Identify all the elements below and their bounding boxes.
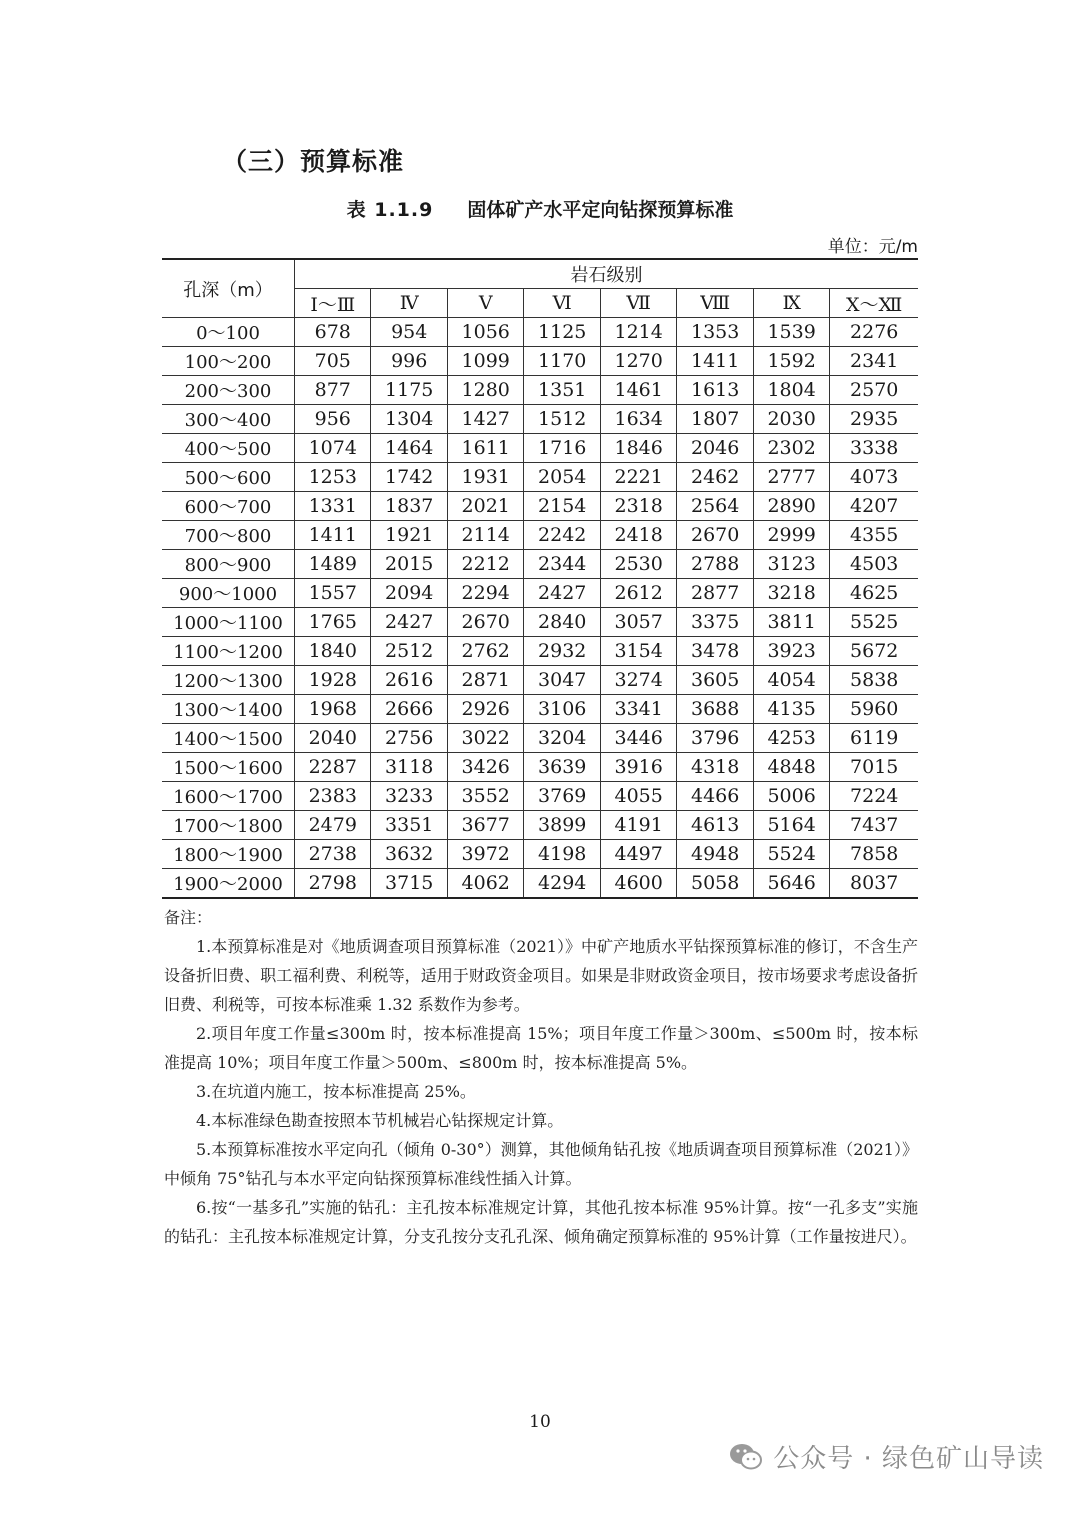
price-cell: 2890 <box>753 492 829 521</box>
table-row <box>162 550 918 579</box>
price-cell: 3677 <box>447 811 523 840</box>
depth-cell: 1000～1100 <box>162 608 295 637</box>
price-cell: 1074 <box>295 434 371 463</box>
table-row <box>162 521 918 550</box>
price-cell: 2418 <box>600 521 676 550</box>
price-cell: 2294 <box>447 579 523 608</box>
price-cell: 1539 <box>753 318 829 347</box>
price-cell: 1214 <box>600 318 676 347</box>
price-cell: 1807 <box>677 405 753 434</box>
price-cell: 1056 <box>447 318 523 347</box>
price-cell: 2030 <box>753 405 829 434</box>
depth-cell: 1200～1300 <box>162 666 295 695</box>
price-cell: 3426 <box>447 753 523 782</box>
price-cell: 2999 <box>753 521 829 550</box>
price-cell: 7437 <box>830 811 918 840</box>
price-cell: 2570 <box>830 376 918 405</box>
price-cell: 1125 <box>524 318 600 347</box>
price-cell: 5058 <box>677 869 753 899</box>
price-cell: 3375 <box>677 608 753 637</box>
price-cell: 1270 <box>600 347 676 376</box>
price-cell: 2154 <box>524 492 600 521</box>
price-cell: 705 <box>295 347 371 376</box>
price-cell: 4294 <box>524 869 600 899</box>
price-cell: 1634 <box>600 405 676 434</box>
price-cell: 2935 <box>830 405 918 434</box>
price-cell: 2512 <box>371 637 447 666</box>
note-item: 1.本预算标准是对《地质调查项目预算标准（2021）》中矿产地质水平钻探预算标准的修订，不含生产设备折旧费、职工福利费、利税等，适用于财政资金项目。如果是非财政资金项目，按市场要求考虑设备折旧费、利税等，可按本标准乘 1.32 系数作为参考。 <box>164 937 918 1014</box>
price-cell: 1461 <box>600 376 676 405</box>
rock-grade-header: Ⅴ <box>447 289 523 318</box>
price-cell: 2670 <box>447 608 523 637</box>
price-cell: 1765 <box>295 608 371 637</box>
price-cell: 1837 <box>371 492 447 521</box>
depth-cell: 200～300 <box>162 376 295 405</box>
price-cell: 7858 <box>830 840 918 869</box>
price-cell: 4073 <box>830 463 918 492</box>
price-cell: 2738 <box>295 840 371 869</box>
price-cell: 6119 <box>830 724 918 753</box>
price-cell: 4318 <box>677 753 753 782</box>
price-cell: 3446 <box>600 724 676 753</box>
price-cell: 5524 <box>753 840 829 869</box>
depth-cell: 0～100 <box>162 318 295 347</box>
price-cell: 1353 <box>677 318 753 347</box>
price-cell: 1592 <box>753 347 829 376</box>
price-cell: 2926 <box>447 695 523 724</box>
price-cell: 1175 <box>371 376 447 405</box>
price-cell: 1411 <box>677 347 753 376</box>
table-row <box>162 637 918 666</box>
price-cell: 1928 <box>295 666 371 695</box>
price-cell: 5960 <box>830 695 918 724</box>
price-cell: 2932 <box>524 637 600 666</box>
price-cell: 1742 <box>371 463 447 492</box>
note-item: 3.在坑道内施工，按本标准提高 25%。 <box>196 1082 476 1101</box>
price-cell: 3552 <box>447 782 523 811</box>
price-cell: 2840 <box>524 608 600 637</box>
note-item: 2.项目年度工作量≤300m 时，按本标准提高 15%；项目年度工作量＞300m、≤500m 时，按本标准提高 10%；项目年度工作量＞500m、≤800m 时，按本标准提高 5%。 <box>164 1024 918 1072</box>
depth-cell: 1500～1600 <box>162 753 295 782</box>
price-cell: 8037 <box>830 869 918 899</box>
rock-grade-header: Ⅹ～Ⅻ <box>830 289 918 318</box>
price-cell: 2612 <box>600 579 676 608</box>
price-cell: 1331 <box>295 492 371 521</box>
rock-grade-header: Ⅷ <box>677 289 753 318</box>
price-cell: 3632 <box>371 840 447 869</box>
price-cell: 3106 <box>524 695 600 724</box>
depth-cell: 1100～1200 <box>162 637 295 666</box>
table-row <box>162 376 918 405</box>
price-cell: 678 <box>295 318 371 347</box>
price-cell: 1512 <box>524 405 600 434</box>
price-cell: 1611 <box>447 434 523 463</box>
price-cell: 3605 <box>677 666 753 695</box>
rock-grade-group-header: 岩石级别 <box>295 259 919 289</box>
price-cell: 1411 <box>295 521 371 550</box>
price-cell: 2094 <box>371 579 447 608</box>
price-cell: 1716 <box>524 434 600 463</box>
depth-cell: 500～600 <box>162 463 295 492</box>
depth-cell: 1700～1800 <box>162 811 295 840</box>
table-row <box>162 724 918 753</box>
table-row <box>162 666 918 695</box>
price-cell: 3972 <box>447 840 523 869</box>
table-row <box>162 405 918 434</box>
notes <box>164 903 918 1251</box>
depth-cell: 400～500 <box>162 434 295 463</box>
price-cell: 4198 <box>524 840 600 869</box>
table-header-row <box>162 259 918 289</box>
price-cell: 4497 <box>600 840 676 869</box>
price-cell: 3338 <box>830 434 918 463</box>
price-cell: 4054 <box>753 666 829 695</box>
note-item: 6.按“一基多孔”实施的钻孔：主孔按本标准规定计算，其他孔按本标准 95%计算。按“一孔多支”实施的钻孔：主孔按本标准规定计算，分支孔按分支孔孔深、倾角确定预算标准的 95%计算（工作量按进尺）。 <box>164 1198 918 1246</box>
price-cell: 1464 <box>371 434 447 463</box>
price-cell: 2871 <box>447 666 523 695</box>
price-cell: 2287 <box>295 753 371 782</box>
price-cell: 4848 <box>753 753 829 782</box>
price-cell: 1351 <box>524 376 600 405</box>
price-cell: 3899 <box>524 811 600 840</box>
price-cell: 2242 <box>524 521 600 550</box>
price-cell: 5838 <box>830 666 918 695</box>
price-cell: 4207 <box>830 492 918 521</box>
price-cell: 4062 <box>447 869 523 899</box>
price-cell: 3923 <box>753 637 829 666</box>
price-cell: 3769 <box>524 782 600 811</box>
price-cell: 2427 <box>371 608 447 637</box>
price-cell: 5646 <box>753 869 829 899</box>
price-cell: 1170 <box>524 347 600 376</box>
table-row <box>162 811 918 840</box>
depth-cell: 800～900 <box>162 550 295 579</box>
table-row <box>162 579 918 608</box>
price-cell: 956 <box>295 405 371 434</box>
price-cell: 4253 <box>753 724 829 753</box>
table-row <box>162 608 918 637</box>
rock-grade-header: Ⅵ <box>524 289 600 318</box>
price-cell: 2341 <box>830 347 918 376</box>
depth-cell: 600～700 <box>162 492 295 521</box>
price-cell: 1304 <box>371 405 447 434</box>
price-cell: 2777 <box>753 463 829 492</box>
rock-grade-header: Ⅳ <box>371 289 447 318</box>
watermark <box>729 1438 1044 1475</box>
table-row <box>162 492 918 521</box>
price-cell: 2564 <box>677 492 753 521</box>
unit-label: 单位：元/m <box>827 237 918 257</box>
price-cell: 2046 <box>677 434 753 463</box>
price-cell: 4191 <box>600 811 676 840</box>
table-row <box>162 347 918 376</box>
price-cell: 2015 <box>371 550 447 579</box>
table-row <box>162 695 918 724</box>
depth-cell: 1600～1700 <box>162 782 295 811</box>
table-body <box>162 318 918 899</box>
price-cell: 4625 <box>830 579 918 608</box>
depth-cell: 1300～1400 <box>162 695 295 724</box>
price-cell: 2427 <box>524 579 600 608</box>
price-cell: 3796 <box>677 724 753 753</box>
price-cell: 4613 <box>677 811 753 840</box>
rock-grade-header: Ⅰ～Ⅲ <box>295 289 371 318</box>
price-cell: 2276 <box>830 318 918 347</box>
price-cell: 3639 <box>524 753 600 782</box>
table-row <box>162 753 918 782</box>
price-cell: 2756 <box>371 724 447 753</box>
price-cell: 2040 <box>295 724 371 753</box>
price-cell: 1253 <box>295 463 371 492</box>
price-cell: 1931 <box>447 463 523 492</box>
price-cell: 2302 <box>753 434 829 463</box>
table-number: 表 1.1.9 <box>346 199 434 221</box>
table-row <box>162 840 918 869</box>
price-cell: 2670 <box>677 521 753 550</box>
price-cell: 1840 <box>295 637 371 666</box>
price-cell: 1557 <box>295 579 371 608</box>
depth-cell: 700～800 <box>162 521 295 550</box>
price-cell: 2479 <box>295 811 371 840</box>
price-cell: 4948 <box>677 840 753 869</box>
notes-list <box>164 932 918 1251</box>
price-cell: 3916 <box>600 753 676 782</box>
price-cell: 4466 <box>677 782 753 811</box>
price-cell: 2221 <box>600 463 676 492</box>
budget-table <box>162 258 918 899</box>
price-cell: 3118 <box>371 753 447 782</box>
price-cell: 1968 <box>295 695 371 724</box>
price-cell: 3047 <box>524 666 600 695</box>
price-cell: 3811 <box>753 608 829 637</box>
price-cell: 2054 <box>524 463 600 492</box>
price-cell: 1489 <box>295 550 371 579</box>
price-cell: 7015 <box>830 753 918 782</box>
price-cell: 5006 <box>753 782 829 811</box>
price-cell: 4055 <box>600 782 676 811</box>
note-item: 5.本预算标准按水平定向孔（倾角 0-30°）测算，其他倾角钻孔按《地质调查项目预算标准（2021）》中倾角 75°钻孔与本水平定向钻探预算标准线性插入计算。 <box>164 1140 918 1188</box>
price-cell: 1804 <box>753 376 829 405</box>
table-title: 固体矿产水平定向钻探预算标准 <box>467 199 734 221</box>
price-cell: 2666 <box>371 695 447 724</box>
price-cell: 2318 <box>600 492 676 521</box>
depth-cell: 1800～1900 <box>162 840 295 869</box>
price-cell: 3688 <box>677 695 753 724</box>
depth-column-header: 孔深（m） <box>162 259 295 318</box>
depth-cell: 100～200 <box>162 347 295 376</box>
price-cell: 3351 <box>371 811 447 840</box>
notes-label: 备注： <box>164 908 213 927</box>
price-cell: 2021 <box>447 492 523 521</box>
price-cell: 2212 <box>447 550 523 579</box>
price-cell: 877 <box>295 376 371 405</box>
price-cell: 996 <box>371 347 447 376</box>
price-cell: 2114 <box>447 521 523 550</box>
price-cell: 2616 <box>371 666 447 695</box>
price-cell: 4355 <box>830 521 918 550</box>
price-cell: 4503 <box>830 550 918 579</box>
depth-cell: 1400～1500 <box>162 724 295 753</box>
price-cell: 3341 <box>600 695 676 724</box>
price-cell: 4135 <box>753 695 829 724</box>
price-cell: 5164 <box>753 811 829 840</box>
price-cell: 2798 <box>295 869 371 899</box>
depth-cell: 900～1000 <box>162 579 295 608</box>
price-cell: 2788 <box>677 550 753 579</box>
price-cell: 2877 <box>677 579 753 608</box>
table-row <box>162 434 918 463</box>
price-cell: 3274 <box>600 666 676 695</box>
page-number: 10 <box>529 1412 551 1432</box>
price-cell: 1613 <box>677 376 753 405</box>
price-cell: 2344 <box>524 550 600 579</box>
wechat-icon <box>729 1442 763 1472</box>
watermark-text: 公众号 · 绿色矿山导读 <box>773 1444 1044 1474</box>
price-cell: 1846 <box>600 434 676 463</box>
table-row <box>162 782 918 811</box>
price-cell: 1099 <box>447 347 523 376</box>
price-cell: 3478 <box>677 637 753 666</box>
price-cell: 2383 <box>295 782 371 811</box>
price-cell: 1921 <box>371 521 447 550</box>
note-item: 4.本标准绿色勘查按照本节机械岩心钻探规定计算。 <box>196 1111 564 1130</box>
price-cell: 2530 <box>600 550 676 579</box>
price-cell: 3715 <box>371 869 447 899</box>
price-cell: 3123 <box>753 550 829 579</box>
rock-grade-header: Ⅶ <box>600 289 676 318</box>
price-cell: 2762 <box>447 637 523 666</box>
section-title: （三）预算标准 <box>222 147 405 176</box>
price-cell: 1427 <box>447 405 523 434</box>
price-cell: 5525 <box>830 608 918 637</box>
depth-cell: 1900～2000 <box>162 869 295 899</box>
price-cell: 3204 <box>524 724 600 753</box>
price-cell: 4600 <box>600 869 676 899</box>
price-cell: 5672 <box>830 637 918 666</box>
price-cell: 3057 <box>600 608 676 637</box>
price-cell: 7224 <box>830 782 918 811</box>
price-cell: 1280 <box>447 376 523 405</box>
price-cell: 3154 <box>600 637 676 666</box>
table-row <box>162 463 918 492</box>
rock-grade-header: Ⅸ <box>753 289 829 318</box>
price-cell: 3022 <box>447 724 523 753</box>
price-cell: 3218 <box>753 579 829 608</box>
price-cell: 3233 <box>371 782 447 811</box>
table-caption <box>0 195 1080 222</box>
price-cell: 954 <box>371 318 447 347</box>
depth-cell: 300～400 <box>162 405 295 434</box>
table-row <box>162 318 918 347</box>
price-cell: 2462 <box>677 463 753 492</box>
table-row <box>162 869 918 899</box>
